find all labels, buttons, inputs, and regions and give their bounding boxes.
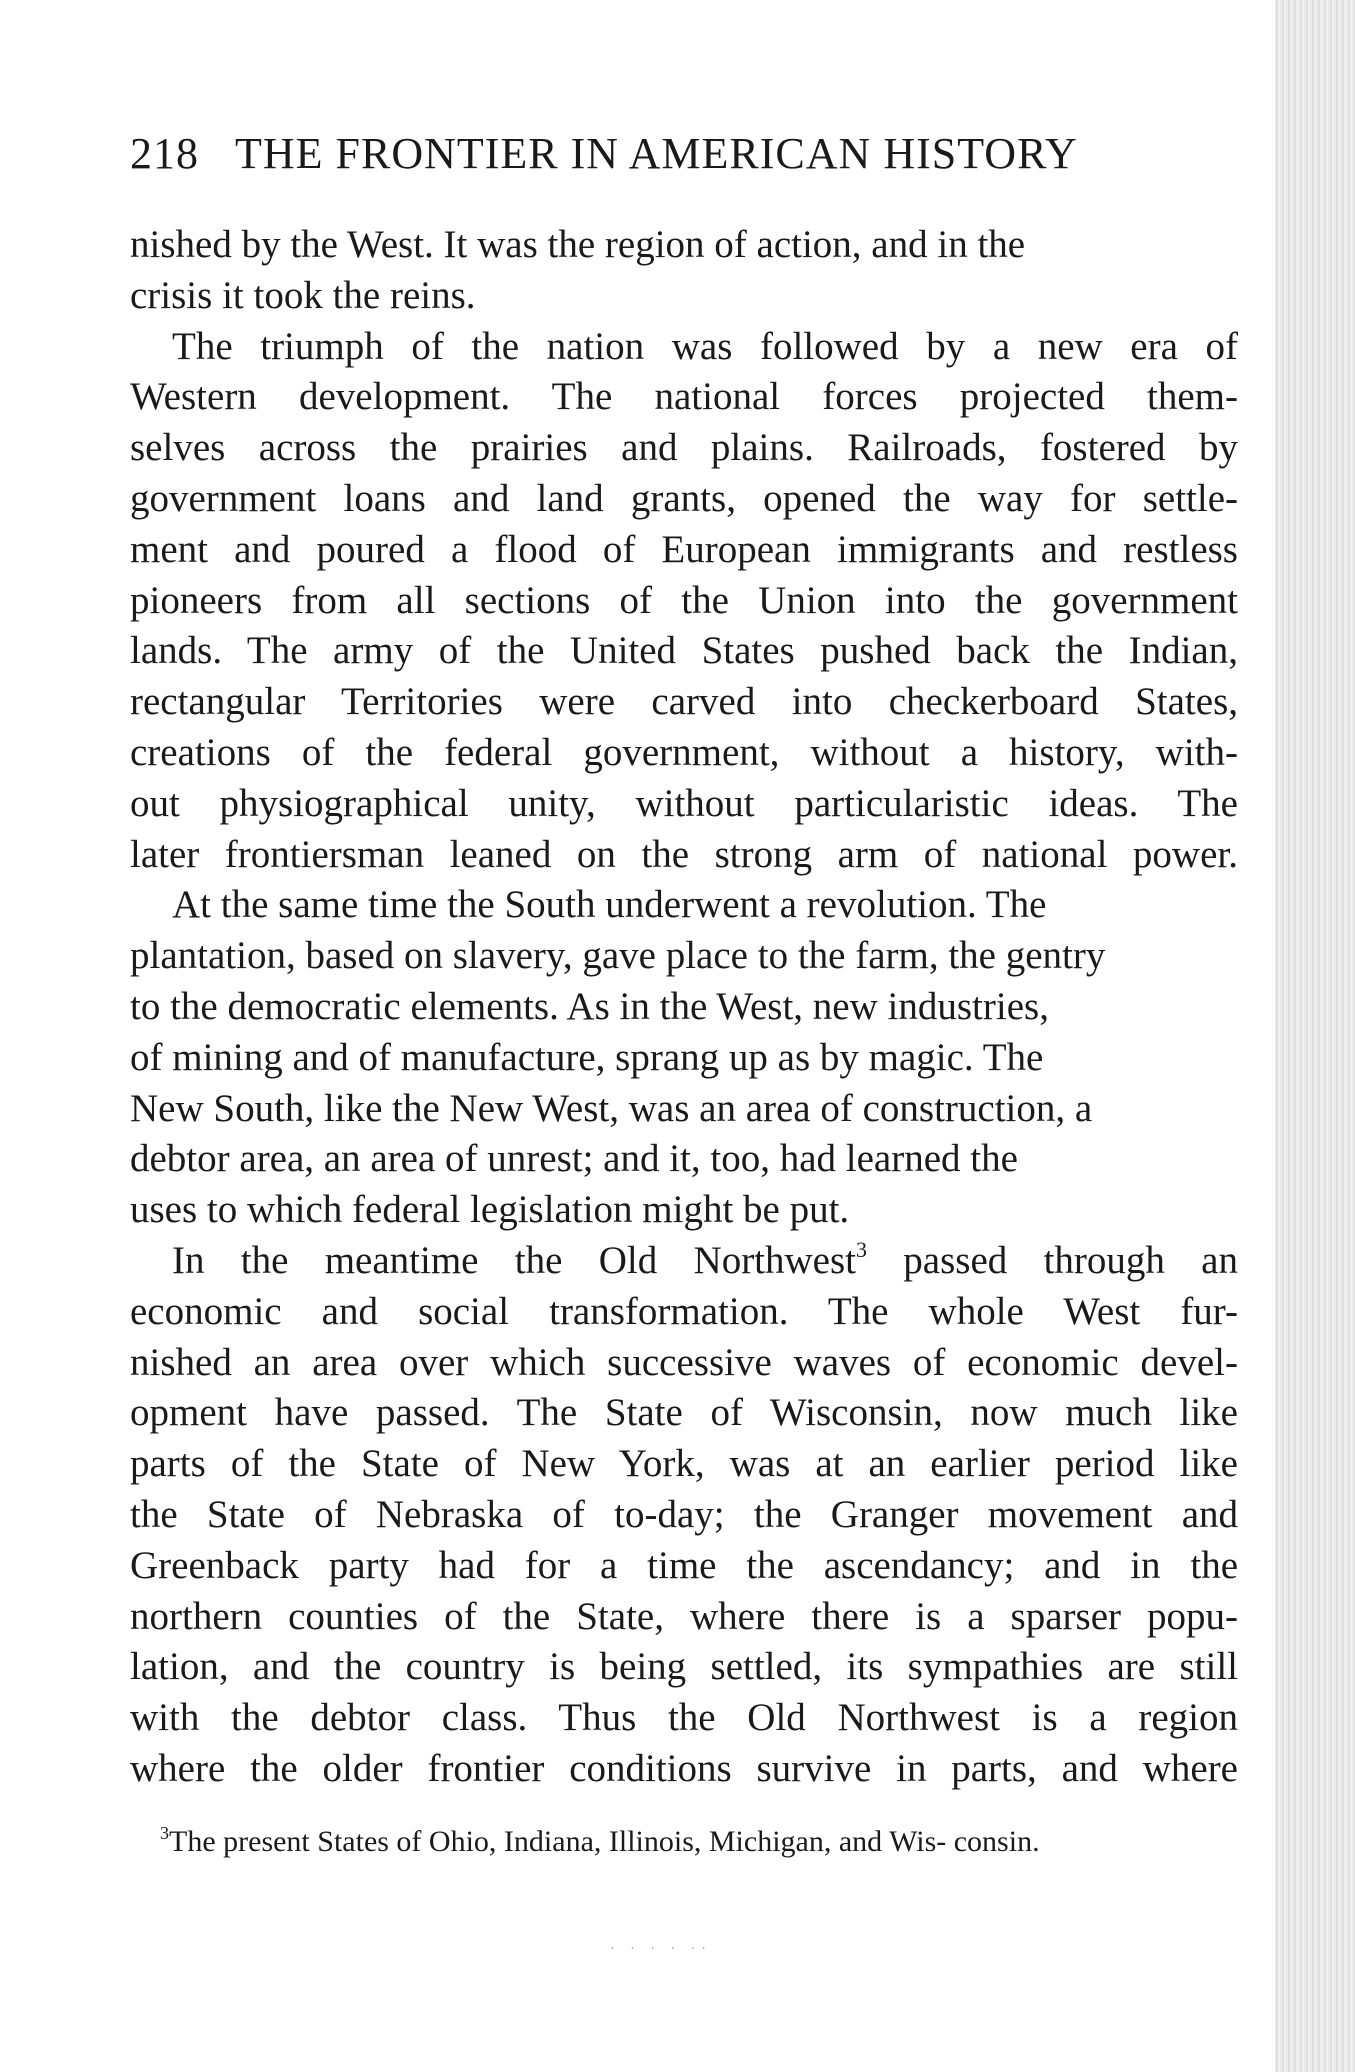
text-line: uses to which federal legislation might be put. [130, 1188, 850, 1232]
text-line: economic and social transformation. The whole West fur- [130, 1289, 1238, 1333]
text-line: later frontiersman leaned on the strong arm of national power. [130, 832, 1238, 876]
paragraph-2 [130, 322, 1238, 881]
text-line: creations of the federal government, without a history, with- [130, 730, 1238, 774]
scan-specks: · · · · ·· [610, 1942, 712, 1957]
text-line: plantation, based on slavery, gave place to the farm, the gentry [130, 934, 1106, 978]
text-line: selves across the prairies and plains. Railroads, fostered by [130, 426, 1238, 470]
paragraph-3 [130, 880, 1238, 1236]
text-line: Greenback party had for a time the ascendancy; and in the [130, 1543, 1238, 1587]
text-line: of mining and of manufacture, sprang up as by magic. The [130, 1035, 1044, 1079]
text-line: crisis it took the reins. [130, 273, 476, 317]
text-line: The triumph of the nation was followed by a new era of [172, 324, 1238, 368]
paragraph-4 [130, 1236, 1238, 1795]
footnote-text [130, 1822, 1238, 1862]
text-line: opment have passed. The State of Wisconsin, now much like [130, 1391, 1238, 1435]
text-line: northern counties of the State, where there is a sparser popu- [130, 1594, 1238, 1638]
running-header [130, 128, 1078, 179]
text-line: government loans and land grants, opened the way for settle- [130, 476, 1238, 520]
text-line: to the democratic elements. As in the West, new industries, [130, 984, 1049, 1028]
text-line: with the debtor class. Thus the Old Northwest is a region [130, 1696, 1238, 1740]
footnote-marker: 3 [160, 1823, 169, 1843]
page-number: 218 [130, 129, 199, 178]
text-line: New South, like the New West, was an area of construction, a [130, 1086, 1093, 1130]
running-title: THE FRONTIER IN AMERICAN HISTORY [235, 129, 1078, 178]
text-line: pioneers from all sections of the Union into the government [130, 578, 1238, 622]
paragraph-1 [130, 220, 1238, 322]
text-line: lands. The army of the United States pushed back the Indian, [130, 629, 1238, 673]
text-line: At the same time the South underwent a revolution. The [172, 883, 1047, 927]
text-line: parts of the State of New York, was at an earlier period like [130, 1442, 1238, 1486]
text-line: ment and poured a flood of European immigrants and restless [130, 527, 1238, 571]
text-line: rectangular Territories were carved into checkerboard States, [130, 680, 1238, 724]
text-line: nished an area over which successive waves of economic devel- [130, 1340, 1238, 1384]
footnote [130, 1822, 1238, 1862]
text-line: the State of Nebraska of to-day; the Granger movement and [130, 1492, 1238, 1536]
text-line: out physiographical unity, without particularistic ideas. The [130, 781, 1238, 825]
text-line: debtor area, an area of unrest; and it, too, had learned the [130, 1137, 1018, 1181]
text-line: lation, and the country is being settled, its sympathies are still [130, 1645, 1238, 1689]
text-line: In the meantime the Old Northwest [172, 1238, 856, 1282]
body-text [130, 220, 1238, 1795]
text-line: Western development. The national forces projected them- [130, 375, 1238, 419]
footnote-reference: 3 [856, 1236, 867, 1262]
page-edge-shadow [1275, 0, 1355, 2072]
text-line: where the older frontier conditions survive in parts, and where [130, 1746, 1238, 1790]
footnote-body: The present States of Ohio, Indiana, Illinois, Michigan, and Wis- consin. [169, 1825, 1040, 1858]
text-line: passed through an [867, 1238, 1238, 1282]
text-line: nished by the West. It was the region of action, and in the [130, 223, 1026, 266]
